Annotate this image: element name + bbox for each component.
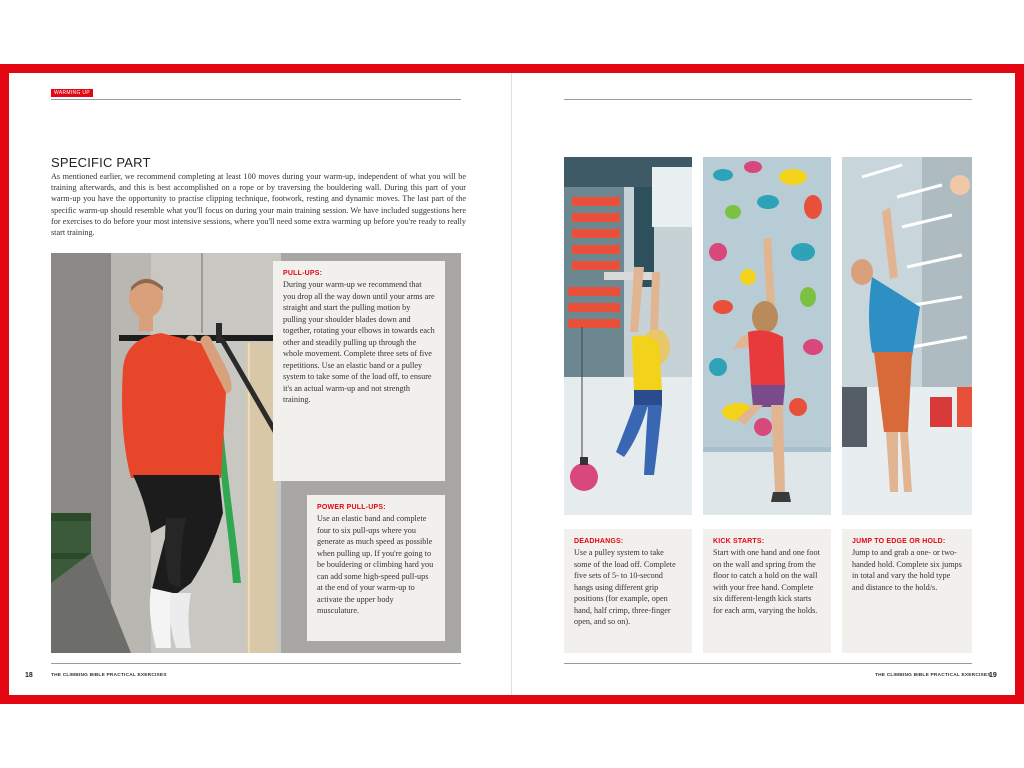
pullups-box xyxy=(273,261,445,481)
jump-box xyxy=(842,529,972,653)
footer-rule-right xyxy=(564,663,972,664)
running-footer-left: THE CLIMBING BIBLE PRACTICAL EXERCISES xyxy=(51,673,167,678)
pullups-text: During your warm-up we recommend that you drop all the way down until your arms are straight and start the pulling motion by pulling your shoulder blades down and together, rotating your elbows in towards each other and steadily pulling up through the whole movement. Complete three sets of five repetitions. Use an elastic band or a pulley system to take some of the load off, to ensure it's an actual warm-up and not strength training. xyxy=(283,280,435,404)
right-page xyxy=(512,73,1015,695)
footer-rule xyxy=(51,663,461,664)
power-pullups-text: Use an elastic band and complete four to six pull-ups where you generate as much speed as possible when pulling up. If you're going to be bouldering or climbing hard you can add some high-speed pull-ups at the end of your warm-up to activate the upper body musculature. xyxy=(317,514,434,615)
intro-paragraph: As mentioned earlier, we recommend completing at least 100 moves during your warm-up, independent of what you will be training afterwards, and this is best accomplished on a rope or by traversing the bouldering wall. During this part of your warm-up you have the opportunity to practise clipping technique, footwork, resting and dynamic moves. The last part of the specific warm-up should resemble what you'll focus on during your main training session. We have included suggestions here for exercises to do before your most intensive sessions, where you'll need some extra warming up before you're ready to really start training. xyxy=(51,172,466,238)
power-pullups-box xyxy=(307,495,445,641)
kick-starts-title: KICK STARTS: xyxy=(713,538,765,545)
power-pullups-title: POWER PULL-UPS: xyxy=(317,504,386,511)
jump-text: Jump to and grab a one- or two-handed hold. Complete six jumps in total and vary the hold type and distance to the hold/s. xyxy=(852,548,962,592)
deadhang-photo xyxy=(564,157,692,515)
jump-illustration xyxy=(842,157,972,515)
section-tag: WARMING UP xyxy=(51,89,93,97)
deadhangs-title: DEADHANGS: xyxy=(574,538,624,545)
page-number-left: 18 xyxy=(25,672,33,679)
left-page xyxy=(9,73,512,695)
deadhangs-box xyxy=(564,529,692,653)
pullups-title: PULL-UPS: xyxy=(283,270,323,277)
section-heading: SPECIFIC PART xyxy=(51,155,151,170)
header-rule-right xyxy=(564,99,972,100)
deadhangs-text: Use a pulley system to take some of the load off. Complete five sets of 5- to 10-second hangs using different grip positions (for example, open hand, half crimp, three-finger open, and so on). xyxy=(574,548,676,626)
kickstart-illustration xyxy=(703,157,831,515)
jump-title: JUMP TO EDGE OR HOLD: xyxy=(852,538,946,545)
page-number-right: 19 xyxy=(989,672,997,679)
kickstart-photo xyxy=(703,157,831,515)
header-rule xyxy=(51,99,461,100)
kick-starts-text: Start with one hand and one foot on the wall and spring from the floor to catch a hold on the wall with your free hand. Complete six different-length kick starts for each arm, varying the holds. xyxy=(713,548,820,615)
jump-photo xyxy=(842,157,972,515)
deadhang-illustration xyxy=(564,157,692,515)
running-footer-right: THE CLIMBING BIBLE PRACTICAL EXERCISES xyxy=(875,673,991,678)
kick-starts-box xyxy=(703,529,831,653)
